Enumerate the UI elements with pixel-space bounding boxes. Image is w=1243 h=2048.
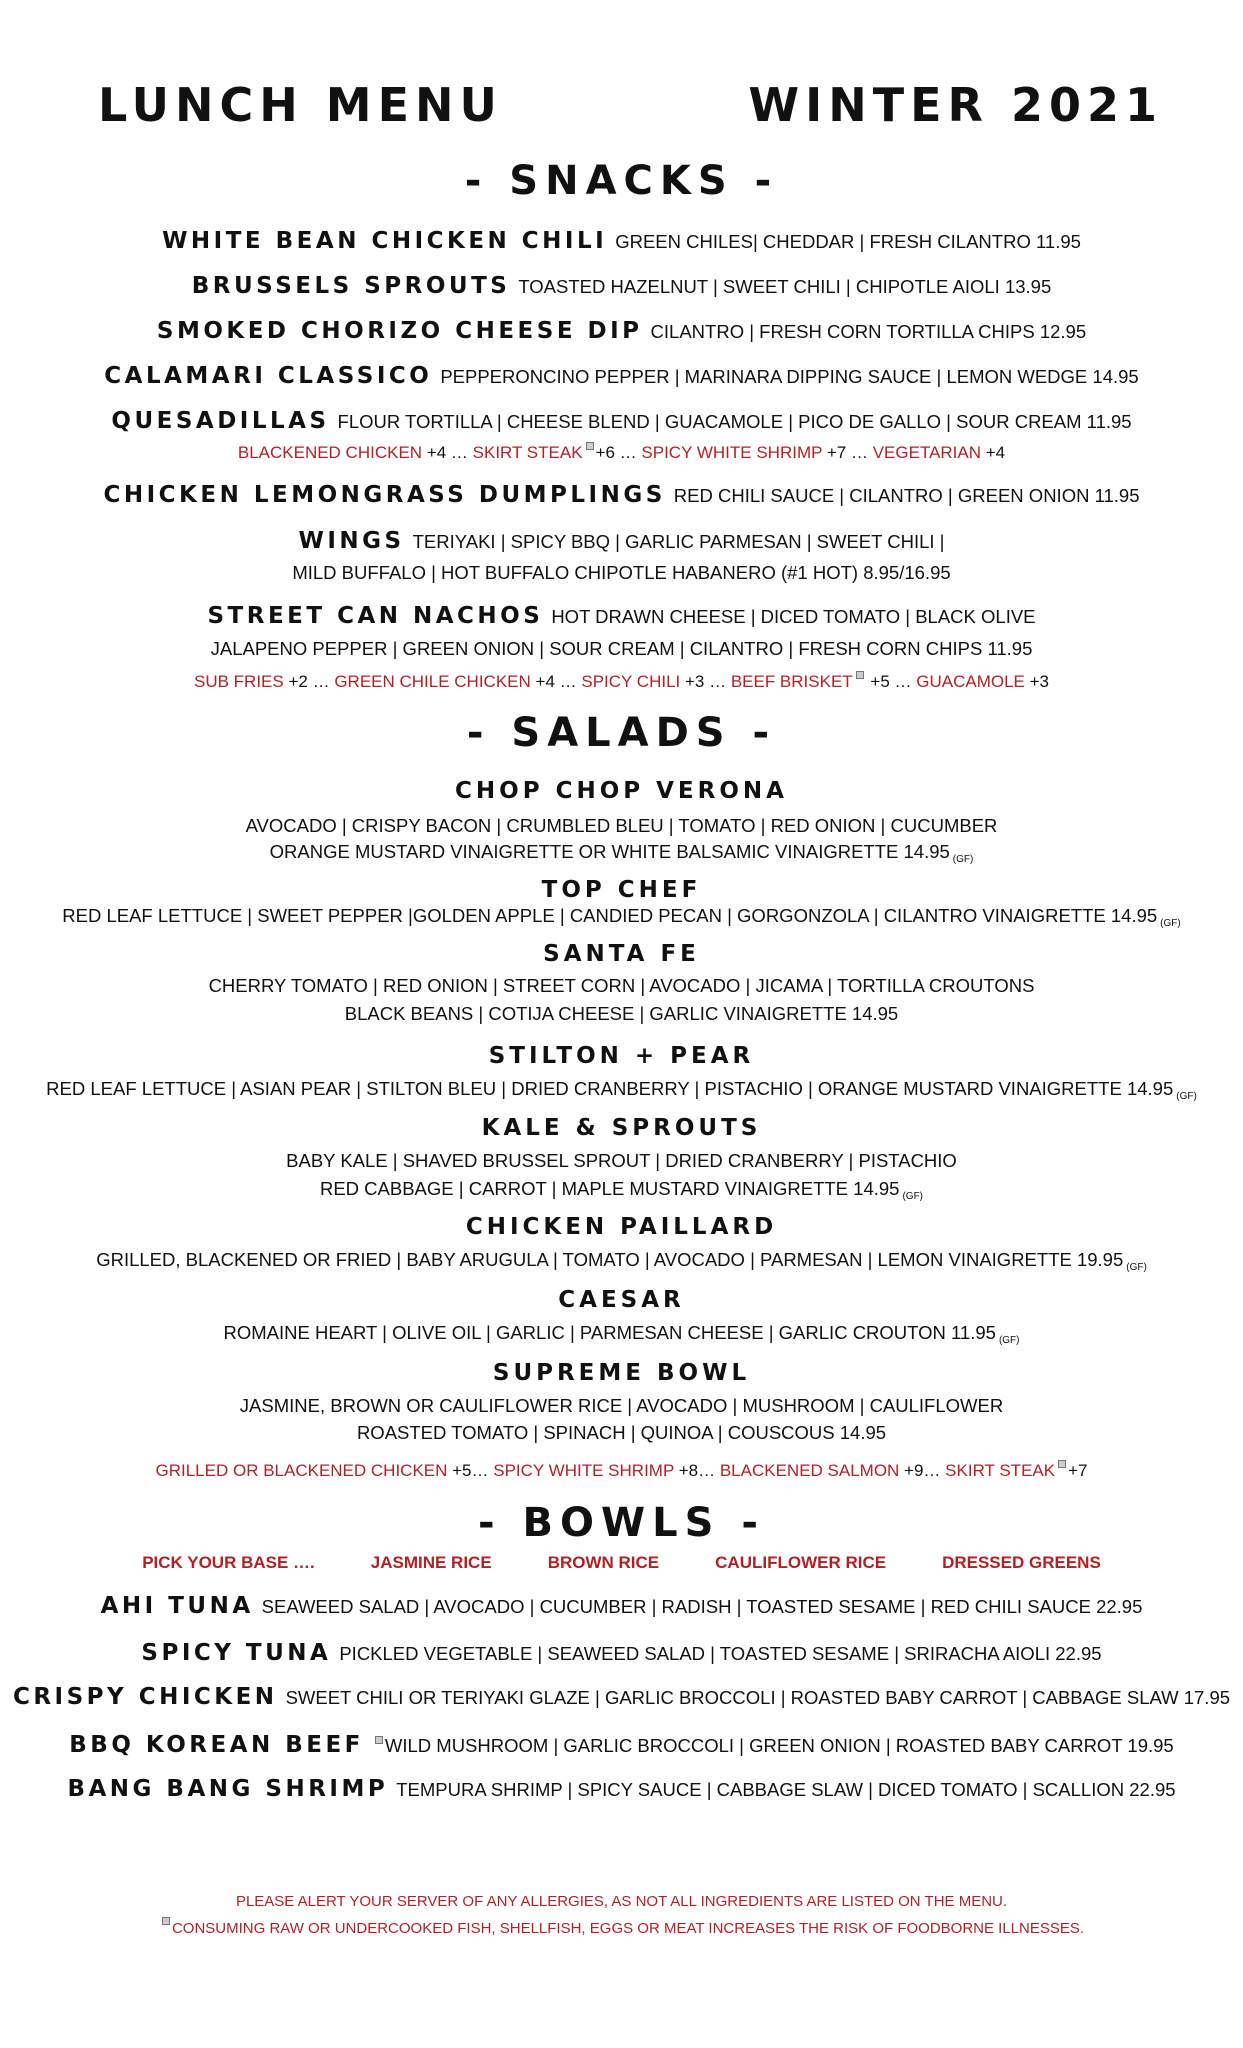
salad-name: CHOP CHOP VERONA <box>455 778 788 804</box>
base-option: DRESSED GREENS <box>942 1553 1101 1572</box>
salad-name: TOP CHEF <box>541 877 702 903</box>
season-title: WINTER 2021 <box>748 78 1163 132</box>
item-desc: CILANTRO | FRESH CORN TORTILLA CHIPS 12.95 <box>650 321 1087 342</box>
salad-name: CHICKEN PAILLARD <box>465 1214 778 1240</box>
addons-line <box>0 442 1243 463</box>
addon-price: +4 … <box>530 672 582 691</box>
salad-desc: JASMINE, BROWN OR CAULIFLOWER RICE | AVOCADO | MUSHROOM | CAULIFLOWER <box>239 1395 1004 1416</box>
allergy-notice: PLEASE ALERT YOUR SERVER OF ANY ALLERGIES, AS NOT ALL INGREDIENTS ARE LISTED ON THE MENU. <box>235 1893 1008 1910</box>
addon-label: SUB FRIES <box>194 672 284 691</box>
menu-item <box>0 1593 1243 1619</box>
addon-price: +4 <box>981 443 1006 462</box>
menu-item <box>0 1732 1243 1758</box>
salad-desc: BLACK BEANS | COTIJA CHEESE | GARLIC VINAIGRETTE 14.95 <box>344 1003 899 1024</box>
salad-name: SANTA FE <box>543 941 700 967</box>
salad-desc: ROMAINE HEART | OLIVE OIL | GARLIC | PARMESAN CHEESE | GARLIC CROUTON 11.95 $_{(GF)}$ <box>223 1322 1020 1346</box>
salad-desc: ROASTED TOMATO | SPINACH | QUINOA | COUSCOUS 14.95 <box>356 1422 887 1443</box>
item-name: STREET CAN NACHOS <box>207 603 544 629</box>
addon-label: GREEN CHILE CHICKEN <box>334 672 531 691</box>
item-name: WINGS <box>298 528 405 554</box>
raw-warning-icon <box>586 442 594 450</box>
addon-price: +5… <box>447 1461 494 1480</box>
item-desc: TOASTED HAZELNUT | SWEET CHILI | CHIPOTLE AIOLI 13.95 <box>518 276 1052 297</box>
salad-desc: RED LEAF LETTUCE | ASIAN PEAR | STILTON BLEU | DRIED CRANBERRY | PISTACHIO | ORANGE MUSTARD VINAIGRETTE 14.95 $_{(GF)}$ <box>46 1078 1197 1102</box>
item-desc: HOT DRAWN CHEESE | DICED TOMATO | BLACK OLIVE <box>551 606 1036 627</box>
addon-price: +8… <box>673 1461 720 1480</box>
gluten-free-mark: (GF) <box>952 854 974 865</box>
menu-item <box>0 482 1243 508</box>
salad-desc: GRILLED, BLACKENED OR FRIED | BABY ARUGULA | TOMATO | AVOCADO | PARMESAN | LEMON VINAIGRETTE 19.95 $_{(GF)}$ <box>96 1249 1147 1273</box>
menu-title: LUNCH MENU <box>98 78 503 132</box>
addon-price: +7 … <box>822 443 873 462</box>
menu-item <box>0 1640 1243 1666</box>
raw-warning-icon <box>375 1736 383 1744</box>
item-desc: FLOUR TORTILLA | CHEESE BLEND | GUACAMOLE | PICO DE GALLO | SOUR CREAM 11.95 <box>337 411 1132 432</box>
bowl-base-options <box>0 1553 1243 1573</box>
section-snacks-title: - SNACKS - <box>464 158 779 204</box>
addon-price: +5 … <box>865 672 917 691</box>
gluten-free-mark: (GF) <box>998 1335 1020 1346</box>
item-desc-continued: JALAPENO PEPPER | GREEN ONION | SOUR CREAM | CILANTRO | FRESH CORN CHIPS 11.95 <box>210 638 1033 659</box>
base-option: JASMINE RICE <box>370 1553 492 1572</box>
section-salads-title: - SALADS - <box>466 710 777 756</box>
salad-name: STILTON + PEAR <box>488 1043 755 1069</box>
menu-item <box>0 273 1243 299</box>
salad-desc: CHERRY TOMATO | RED ONION | STREET CORN | AVOCADO | JICAMA | TORTILLA CROUTONS <box>208 975 1035 996</box>
item-desc: WILD MUSHROOM | GARLIC BROCCOLI | GREEN ONION | ROASTED BABY CARROT 19.95 <box>384 1735 1174 1756</box>
salad-name: SUPREME BOWL <box>492 1360 751 1386</box>
addon-label: GRILLED OR BLACKENED CHICKEN <box>155 1461 448 1480</box>
menu-item <box>0 408 1243 434</box>
addon-label: SKIRT STEAK <box>945 1461 1056 1480</box>
base-prompt: PICK YOUR BASE …. <box>142 1553 315 1572</box>
addon-price: +6 … <box>595 443 642 462</box>
item-name: CHICKEN LEMONGRASS DUMPLINGS <box>103 482 666 508</box>
item-desc: SWEET CHILI OR TERIYAKI GLAZE | GARLIC BROCCOLI | ROASTED BABY CARROT | CABBAGE SLAW 17.95 <box>285 1687 1231 1708</box>
base-option: BROWN RICE <box>547 1553 660 1572</box>
item-desc: SEAWEED SALAD | AVOCADO | CUCUMBER | RADISH | TOASTED SESAME | RED CHILI SAUCE 22.95 <box>261 1596 1143 1617</box>
item-name: SMOKED CHORIZO CHEESE DIP <box>156 318 643 344</box>
raw-warning-icon <box>1058 1460 1066 1468</box>
item-desc: GREEN CHILES| CHEDDAR | FRESH CILANTRO 11.95 <box>615 231 1081 252</box>
addon-label: BLACKENED CHICKEN <box>237 443 423 462</box>
salad-desc: RED CABBAGE | CARROT | MAPLE MUSTARD VINAIGRETTE 14.95 $_{(GF)}$ <box>319 1178 924 1202</box>
addon-price: +2 … <box>283 672 335 691</box>
menu-item <box>0 363 1243 389</box>
item-desc: PEPPERONCINO PEPPER | MARINARA DIPPING SAUCE | LEMON WEDGE 14.95 <box>440 366 1139 387</box>
salad-desc: AVOCADO | CRISPY BACON | CRUMBLED BLEU | TOMATO | RED ONION | CUCUMBER <box>245 815 998 836</box>
item-desc: TERIYAKI | SPICY BBQ | GARLIC PARMESAN | SWEET CHILI | <box>412 531 945 552</box>
item-name: CRISPY CHICKEN <box>12 1684 278 1710</box>
salad-name: KALE & SPROUTS <box>481 1115 762 1141</box>
item-desc: RED CHILI SAUCE | CILANTRO | GREEN ONION 11.95 <box>673 485 1140 506</box>
addons-line <box>0 1460 1243 1481</box>
addon-label: SKIRT STEAK <box>472 443 583 462</box>
item-name: SPICY TUNA <box>141 1640 332 1666</box>
section-bowls-title: - BOWLS - <box>478 1500 765 1546</box>
gluten-free-mark: (GF) <box>902 1191 924 1202</box>
addon-label: SPICY CHILI <box>581 672 681 691</box>
item-name: QUESADILLAS <box>111 408 330 434</box>
item-desc: PICKLED VEGETABLE | SEAWEED SALAD | TOASTED SESAME | SRIRACHA AIOLI 22.95 <box>339 1643 1102 1664</box>
gluten-free-mark: (GF) <box>1126 1262 1147 1273</box>
addon-label: VEGETARIAN <box>872 443 982 462</box>
addon-label: BLACKENED SALMON <box>719 1461 900 1480</box>
salad-desc: BABY KALE | SHAVED BRUSSEL SPROUT | DRIED CRANBERRY | PISTACHIO <box>286 1150 957 1171</box>
menu-item <box>0 603 1243 629</box>
item-name: WHITE BEAN CHICKEN CHILI <box>162 228 608 254</box>
addon-label: GUACAMOLE <box>916 672 1025 691</box>
menu-item <box>0 318 1243 344</box>
menu-item <box>0 228 1243 254</box>
raw-warning-icon <box>162 1917 170 1925</box>
gluten-free-mark: (GF) <box>1176 1091 1197 1102</box>
item-name: BANG BANG SHRIMP <box>67 1776 389 1802</box>
addon-price: +3 … <box>680 672 731 691</box>
addon-price: +4 … <box>422 443 473 462</box>
salad-desc: RED LEAF LETTUCE | SWEET PEPPER |GOLDEN APPLE | CANDIED PECAN | GORGONZOLA | CILANTRO VINAIGRETTE 14.95 $_{(GF)}$ <box>62 905 1181 929</box>
item-name: BRUSSELS SPROUTS <box>191 273 511 299</box>
item-desc-continued: MILD BUFFALO | HOT BUFFALO CHIPOTLE HABANERO (#1 HOT) 8.95/16.95 <box>292 562 951 583</box>
addon-label: SPICY WHITE SHRIMP <box>493 1461 674 1480</box>
raw-warning-icon <box>856 671 864 679</box>
item-name: CALAMARI CLASSICO <box>104 363 433 389</box>
menu-item <box>0 1776 1243 1802</box>
addon-label: SPICY WHITE SHRIMP <box>641 443 823 462</box>
gluten-free-mark: (GF) <box>1160 918 1181 929</box>
salad-name: CAESAR <box>558 1287 685 1313</box>
addon-price: +9… <box>899 1461 946 1480</box>
addon-label: BEEF BRISKET <box>730 672 853 691</box>
menu-item <box>0 528 1243 554</box>
addon-price: +7 <box>1068 1461 1088 1480</box>
raw-food-warning: CONSUMING RAW OR UNDERCOOKED FISH, SHELLFISH, EGGS OR MEAT INCREASES THE RISK OF FOODBORNE ILLNESSES. <box>0 1917 1243 1937</box>
addons-line <box>0 671 1243 692</box>
menu-item <box>0 1684 1243 1710</box>
item-name: AHI TUNA <box>100 1593 254 1619</box>
salad-desc: ORANGE MUSTARD VINAIGRETTE OR WHITE BALSAMIC VINAIGRETTE 14.95 $_{(GF)}$ <box>269 841 974 865</box>
addon-price: +3 <box>1024 672 1049 691</box>
item-desc: TEMPURA SHRIMP | SPICY SAUCE | CABBAGE SLAW | DICED TOMATO | SCALLION 22.95 <box>396 1779 1176 1800</box>
item-name: BBQ KOREAN BEEF <box>69 1732 364 1758</box>
base-option: CAULIFLOWER RICE <box>715 1553 887 1572</box>
